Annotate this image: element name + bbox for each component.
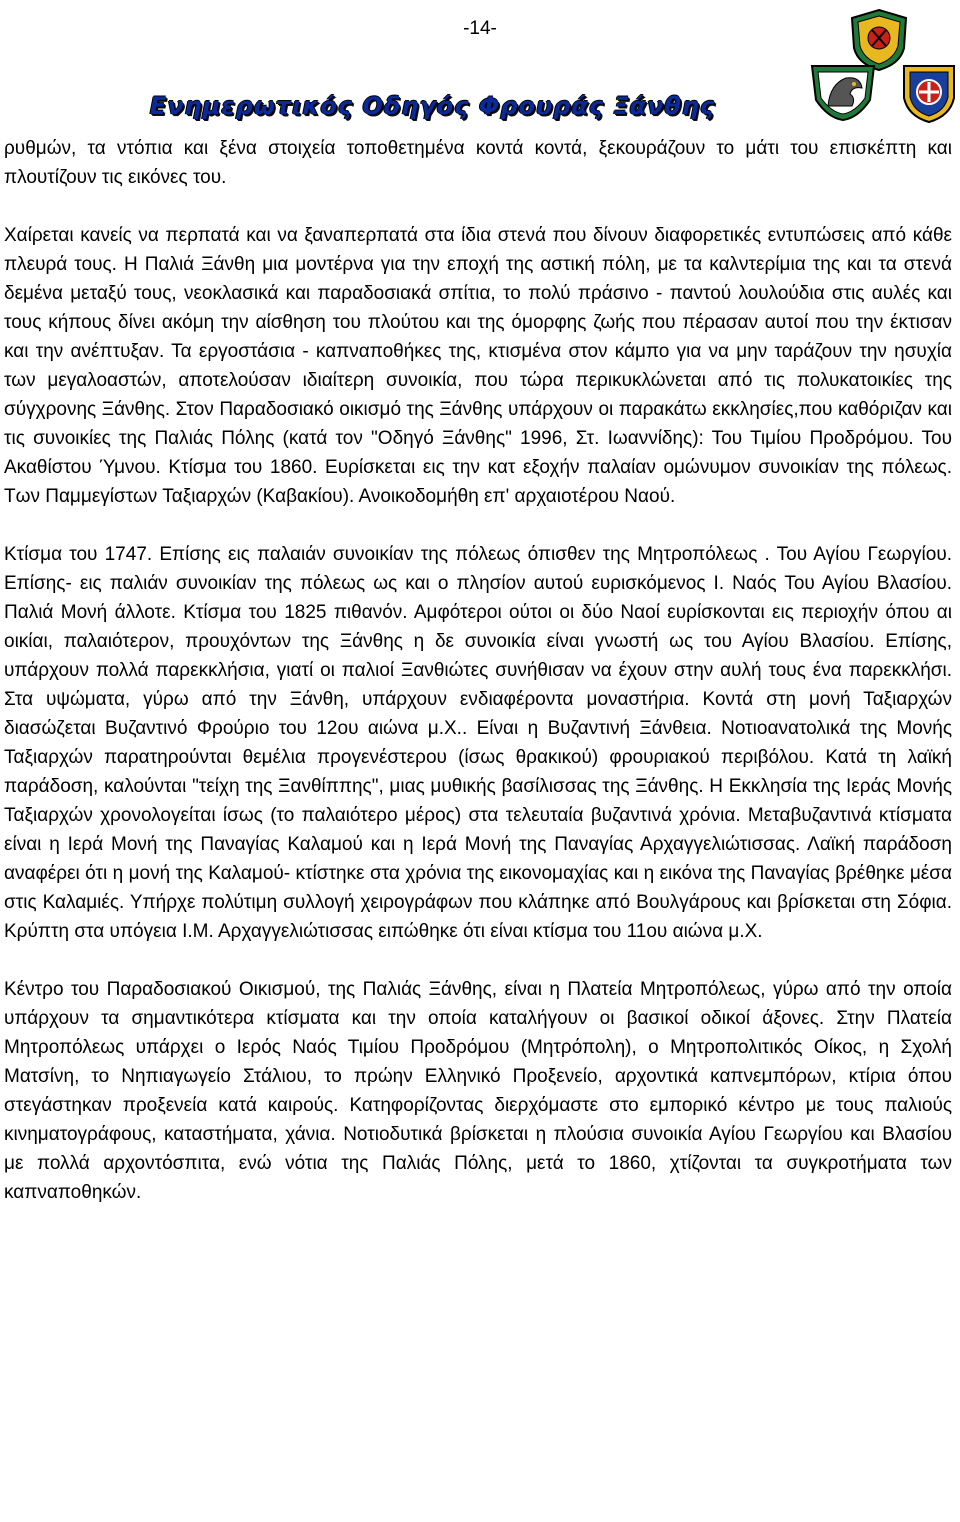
eagle-division-emblem-icon	[808, 60, 878, 122]
brigade-shield-emblem-icon	[900, 62, 958, 124]
paragraph-intro-continuation: ρυθμών, τα ντόπια και ξένα στοιχεία τοποθετημένα κοντά κοντά, ξεκουράζουν το μάτι του επισκέπτη και πλουτίζουν τις εικόνες του.	[4, 138, 952, 188]
paragraph-old-town: Χαίρεται κανείς να περπατά και να ξαναπερπατά στα ίδια στενά που δίνουν διαφορετικές εντυπώσεις από κάθε πλευρά τους. Η Παλιά Ξάνθη μια μοντέρνα για την εποχή της αστική πόλη, με τα καλντερίμια της και τα στενά δεμένα μεταξύ τους, νεοκλασικά και παραδοσιακά σπίτια, το πολύ πράσινο - παντού λουλούδια στις αυλές και τους κήπους δίνει ακόμη την αίσθηση του πλούτου και της όμορφης ζωής που πέρασαν αυτοί που την έκτισαν και την ανέπτυξαν. Τα εργοστάσια - καπναποθήκες της, κτισμένα στον κάμπο για να μην ταράζουν την ησυχία των μεγαλοαστών, αποτελούσαν ιδιαίτερη συνοικία, που τώρα περικυκλώνεται από τις πολυκατοικίες της σύγχρονης Ξάνθης. Στον Παραδοσιακό οικισμό της Ξάνθης υπάρχουν οι παρακάτω εκκλησίες,που καθόριζαν και τις συνοικίες της Παλιάς Πόλης (κατά τον "Οδηγό Ξάνθης" 1996, Στ. Ιωαννίδης): Του Τιμίου Προδρόμου. Του Ακαθίστου Ύμνου. Κτίσμα του 1860. Ευρίσκεται εις την κατ εξοχήν παλαίαν ομώνυμον συνοικίαν της πόλεως. Των Παμμεγίστων Ταξιαρχών (Καβακίου). Ανοικοδομήθη επ' αρχαιοτέρου Ναού.	[4, 225, 952, 507]
guide-title: Ενημερωτικός Οδηγός Φρουράς Ξάνθης	[149, 92, 716, 120]
page-number: -14-	[463, 18, 497, 39]
document-body	[4, 134, 952, 1236]
paragraph-churches-monasteries: Κτίσμα του 1747. Επίσης εις παλαιάν συνοικίαν της πόλεως όπισθεν της Μητροπόλεως . Του Αγίου Γεωργίου. Επίσης- εις παλιάν συνοικίαν της πόλεως ως και ο πλησίον αυτού ευρισκόμενος Ι. Ναός Του Αγίου Βλασίου. Παλιά Μονή άλλοτε. Κτίσμα του 1825 πιθανόν. Αμφότεροι ούτοι οι δύο Ναοί ευρίσκονται εις περιοχήν όπου αι οικίαι, παλαιότερον, προυχόντων της Ξάνθης η δε συνοικία είναι γνωστή ως του Αγίου Βλασίου. Επίσης, υπάρχουν πολλά παρεκκλήσια, γιατί οι παλιοί Ξανθιώτες συνήθισαν να έχουν στην αυλή τους ένα παρεκκλήσι. Στα υψώματα, γύρω από την Ξάνθη, υπάρχουν ενδιαφέροντα μοναστήρια. Κοντά στη μονή Ταξιαρχών διασώζεται Βυζαντινό Φρούριο του 12ου αιώνα μ.Χ.. Είναι η Βυζαντινή Ξάνθεια. Νοτιοανατολικά της Μονής Ταξιαρχών παρατηρούνται θεμέλια προγενέστερου (ίσως θρακικού) φρουριακού περιβόλου. Κατά τη λαϊκή παράδοση, καλούνται "τείχη της Ξανθίππης", μιας μυθικής βασίλισσας της Ξάνθης. Η Εκκλησία της Ιεράς Μονής Ταξιαρχών χρονολογείται ίσως (το παλαιότερο μέρος) στα τελευταία βυζαντινά χρόνια. Μεταβυζαντινά κτίσματα είναι η Ιερά Μονή της Παναγίας Καλαμού και η Ιερά Μονή της Παναγίας Αρχαγγελιώτισσας. Λαϊκή παράδοση αναφέρει ότι η μονή της Καλαμού- κτίστηκε στα χρόνια της εικονομαχίας και η εικόνα της Παναγίας βρέθηκε μέσα στις Καλαμιές. Υπήρχε πολύτιμη συλλογή χειρογράφων που κλάπηκε από Βουλγάρους και βρίσκεται στη Σόφια. Κρύπτη στα υπόγεια Ι.Μ. Αρχαγγελιώτισσας ειπώθηκε ότι είναι κτίσμα του 11ου αιώνα μ.Χ.	[4, 544, 952, 942]
paragraph-traditional-settlement-centre: Κέντρο του Παραδοσιακού Οικισμού, της Παλιάς Ξάνθης, είναι η Πλατεία Μητροπόλεως, γύρω από την οποία υπάρχουν τα σημαντικότερα κτίσματα και την οποία καταλήγουν οι βασικοί οδικοί άξονες. Στην Πλατεία Μητροπόλεως υπάρχει ο Ιερός Ναός Τιμίου Προδρόμου (Μητρόπολη), ο Μητροπολιτικός Οίκος, η Σχολή Ματσίνη, το Νηπιαγωγείο Στάλιου, το πρώην Ελληνικό Προξενείο, αρχοντικά καπνεμπόρων, κτίρια όπου στεγάστηκαν προξενεία κατά καιρούς. Κατηφορίζοντας διερχόμαστε στο εμπορικό κέντρο με τους παλιούς κινηματογράφους, καταστήματα, χάνια. Νοτιοδυτικά βρίσκεται η πλούσια συνοικία Αγίου Γεωργίου και Βλασίου με πολλά αρχοντόσπιτα, ενώ νότια της Παλιάς Πόλης, μετά το 1860, χτίζονται τα συγκροτήματα των καπναποθηκών.	[4, 979, 952, 1203]
